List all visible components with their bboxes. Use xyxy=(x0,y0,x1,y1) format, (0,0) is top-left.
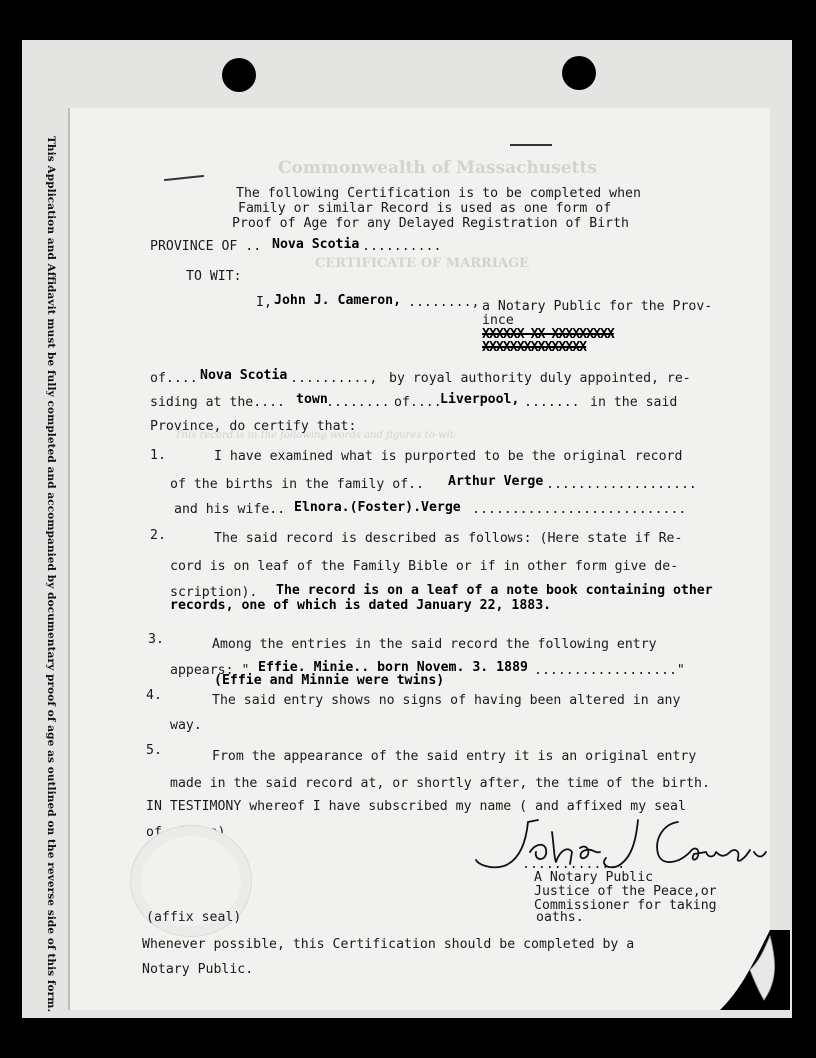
item-1-number: 1. xyxy=(150,448,166,463)
item-2-number: 2. xyxy=(150,528,166,543)
item-1-line-c-label: and his wife.. xyxy=(174,502,286,517)
ghost-subtitle: CERTIFICATE OF MARRIAGE xyxy=(315,256,530,271)
province-label: PROVINCE OF .. xyxy=(150,239,262,254)
item-5-number: 5. xyxy=(146,743,162,758)
footer-line-b: Notary Public. xyxy=(142,962,254,977)
item-4-number: 4. xyxy=(146,688,162,703)
ghost-record-line: This record is in the following words and figures to-wit: xyxy=(175,430,458,441)
of-dots: .........., xyxy=(290,371,378,386)
item-3-entry: Effie. Minie.. born Novem. 3. 1889 xyxy=(258,660,528,675)
item-3-note: (Effie and Minnie were twins) xyxy=(214,673,445,688)
item-4-line-a: The said entry shows no signs of having been altered in any xyxy=(212,693,681,708)
item-3-line-b-label: appears: " xyxy=(170,663,250,678)
item-2-line-c: scription). xyxy=(170,585,258,600)
residing-place: Liverpool, xyxy=(440,392,520,407)
province-dots: .......... xyxy=(362,239,442,254)
item-2-line-a: The said record is described as follows: (Here state if Re- xyxy=(214,531,683,546)
item-4-line-b: way. xyxy=(170,718,202,733)
testimony-line-b: of office) xyxy=(146,825,226,840)
item-5-line-a: From the appearance of the said entry it is an original entry xyxy=(212,749,697,764)
struck-line-1: XXXXXX XX XXXXXXXXX xyxy=(482,327,614,342)
item-3-line-b-dots: .................." xyxy=(534,663,685,678)
residing-rest: in the said xyxy=(590,395,678,410)
item-1-father: Arthur Verge xyxy=(448,474,544,489)
item-5-line-b: made in the said record at, or shortly after, the time of the birth. xyxy=(170,776,710,791)
item-1-line-b-dots: ................... xyxy=(546,477,697,492)
punch-hole-left xyxy=(222,58,256,92)
struck-line-2: XXXXXXXXXXXXXXX xyxy=(482,340,587,355)
residing-value: town xyxy=(296,392,328,407)
notary-role-cont: ince xyxy=(482,313,514,328)
testimony-line-a: IN TESTIMONY whereof I have subscribed my name ( and affixed my seal xyxy=(146,799,686,814)
signature-text xyxy=(540,840,659,855)
header-line-3: Proof of Age for any Delayed Registration of Birth xyxy=(232,216,629,231)
item-3-number: 3. xyxy=(148,632,164,647)
item-1-mother: Elnora.(Foster).Verge xyxy=(294,500,461,515)
notary-role: a Notary Public for the Prov- xyxy=(482,299,713,314)
of-value: Nova Scotia xyxy=(200,368,288,383)
ghost-title: Commonwealth of Massachusetts xyxy=(278,158,597,178)
role-line-2: Justice of the Peace,or xyxy=(534,884,717,899)
role-line-1: A Notary Public xyxy=(534,870,654,885)
side-instruction: This Application and Affidavit must be fully completed and accompanied by documentary proof of age as outlined on the reverse side of this form. xyxy=(45,136,57,1013)
signature-dots: ............. xyxy=(522,857,626,872)
role-line-3: Commissioner for taking xyxy=(534,898,717,913)
notary-dots: ........, xyxy=(408,295,480,310)
footer-line-a: Whenever possible, this Certification should be completed by a xyxy=(142,937,635,952)
notary-prefix: I, xyxy=(256,295,272,310)
item-2-line-b: cord is on leaf of the Family Bible or if in other form give de- xyxy=(170,559,679,574)
residing-dots: ........ xyxy=(326,395,390,410)
header-line-2: Family or similar Record is used as one form of xyxy=(238,201,612,216)
residing-of: of.... xyxy=(394,395,442,410)
top-rule xyxy=(510,144,552,146)
notary-name: John J. Cameron, xyxy=(274,293,402,308)
header-line-1: The following Certification is to be completed when xyxy=(236,186,641,201)
role-line-4: oaths. xyxy=(536,910,584,925)
residing-dots-2: ....... xyxy=(524,395,580,410)
to-wit: TO WIT: xyxy=(186,269,242,284)
residing-label: siding at the.... xyxy=(150,395,285,410)
item-2-description-cont: records, one of which is dated January 22, 1883. xyxy=(170,598,552,613)
province-certify: Province, do certify that: xyxy=(150,419,357,434)
of-rest: by royal authority duly appointed, re- xyxy=(389,371,691,386)
province-value: Nova Scotia xyxy=(272,237,360,252)
of-label: of.... xyxy=(150,371,198,386)
punch-hole-right xyxy=(562,56,596,90)
item-3-line-a: Among the entries in the said record the following entry xyxy=(212,637,657,652)
item-1-line-c-dots: ........................... xyxy=(472,502,687,517)
affix-seal: (affix seal) xyxy=(146,910,242,925)
item-1-line-b-label: of the births in the family of.. xyxy=(170,477,425,492)
item-1-line-a: I have examined what is purported to be the original record xyxy=(214,449,683,464)
item-2-description: The record is on a leaf of a note book containing other xyxy=(276,583,713,598)
curled-corner xyxy=(720,930,790,1010)
